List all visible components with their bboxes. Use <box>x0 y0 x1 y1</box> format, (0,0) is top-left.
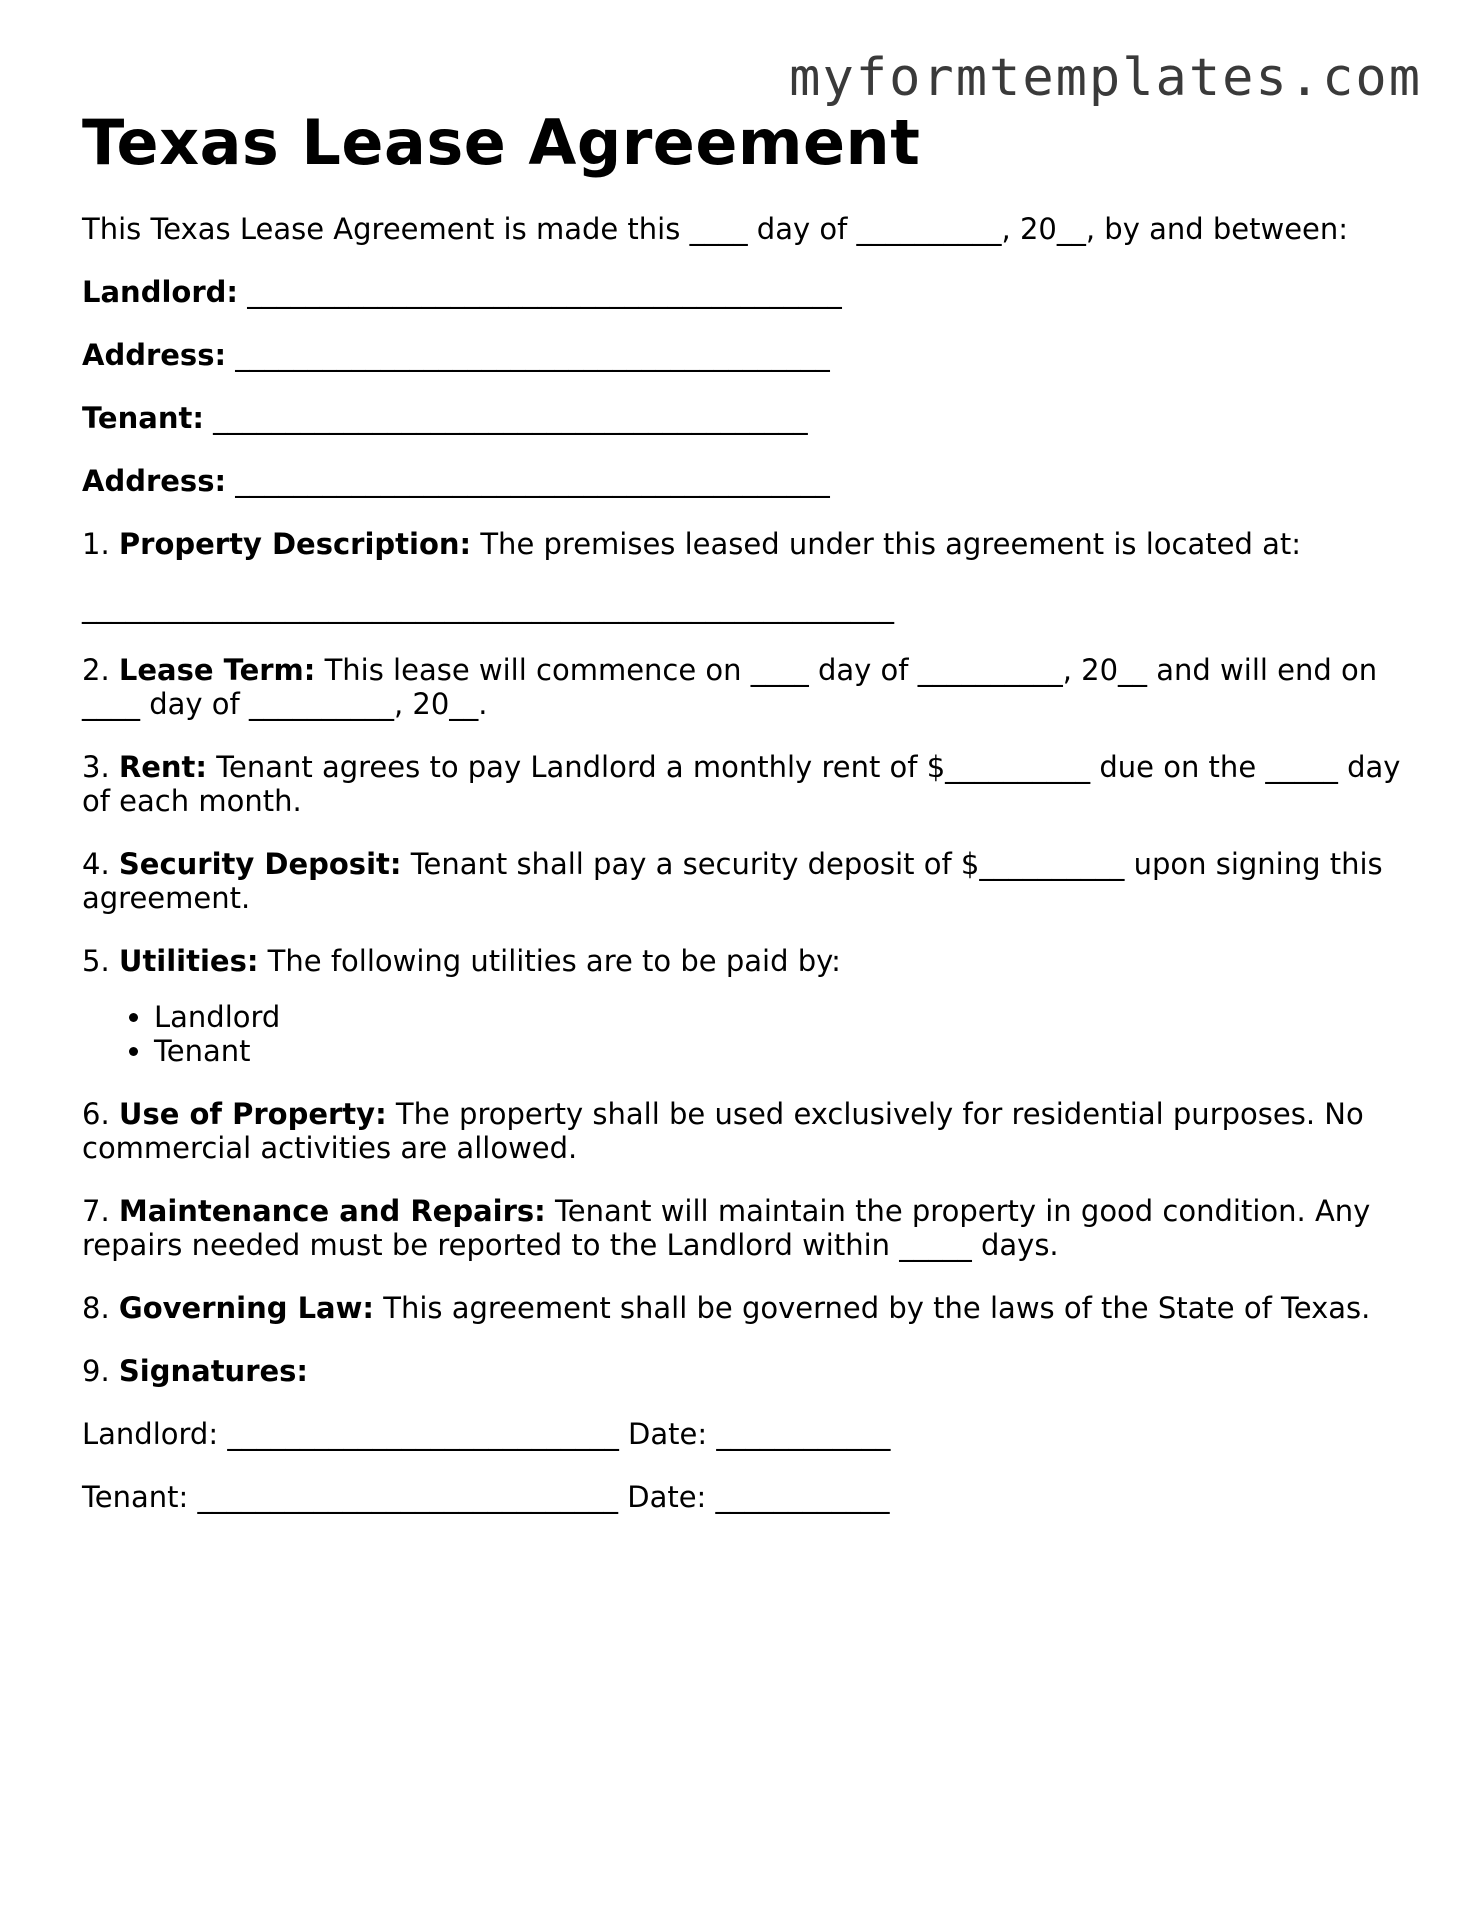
page-title: Texas Lease Agreement <box>82 106 921 179</box>
section-number: 4. <box>82 847 119 881</box>
property-address-blank[interactable]: ________________________________________________________ <box>82 590 894 624</box>
landlord-address-line <box>82 338 1412 372</box>
section-text: The premises leased under this agreement is located at: <box>471 527 1302 561</box>
utilities-list <box>82 1000 1412 1068</box>
address-label: Address: <box>82 338 227 372</box>
address-label: Address: <box>82 464 227 498</box>
section-number: 5. <box>82 944 119 978</box>
section-lease-term <box>82 653 1412 721</box>
section-heading: Security Deposit: <box>118 847 402 881</box>
section-heading: Maintenance and Repairs: <box>118 1194 546 1228</box>
section-heading: Utilities: <box>118 944 259 978</box>
section-text: Tenant will maintain the property in good condition. Any repairs needed must be reported to the Landlord within _____ days. <box>82 1194 1371 1262</box>
section-text: This agreement shall be governed by the laws of the State of Texas. <box>374 1291 1371 1325</box>
landlord-label: Landlord: <box>82 275 238 309</box>
section-rent <box>82 750 1412 818</box>
tenant-address-blank[interactable]: _________________________________________ <box>226 464 830 498</box>
section-security-deposit <box>82 847 1412 915</box>
section-number: 2. <box>82 653 119 687</box>
section-property-description <box>82 527 1412 561</box>
tenant-blank[interactable]: _________________________________________ <box>203 401 808 435</box>
section-text: Tenant shall pay a security deposit of $__________ upon signing this agreement. <box>82 847 1383 915</box>
landlord-line <box>82 275 1412 309</box>
section-text: The following utilities are to be paid by: <box>258 944 841 978</box>
section-heading: Lease Term: <box>118 653 316 687</box>
section-governing-law <box>82 1291 1412 1325</box>
section-number: 3. <box>82 750 119 784</box>
section-number: 8. <box>82 1291 119 1325</box>
section-text: This lease will commence on ____ day of __________, 20__ and will end on ____ day of __________, 20__. <box>82 653 1378 721</box>
section-number: 7. <box>82 1194 119 1228</box>
section-number: 6. <box>82 1097 119 1131</box>
landlord-address-blank[interactable]: _________________________________________ <box>226 338 830 372</box>
landlord-signature-line[interactable]: Landlord: ___________________________ Date: ____________ <box>82 1417 891 1451</box>
section-text: Tenant agrees to pay Landlord a monthly rent of $__________ due on the _____ day of each month. <box>82 750 1401 818</box>
document-body <box>82 212 1412 1543</box>
landlord-blank[interactable]: _________________________________________ <box>237 275 842 309</box>
intro-paragraph: This Texas Lease Agreement is made this ____ day of __________, 20__, by and between: <box>82 212 1349 246</box>
section-heading: Property Description: <box>118 527 472 561</box>
section-heading: Signatures: <box>118 1354 309 1388</box>
section-signatures <box>82 1354 1412 1388</box>
section-use-of-property <box>82 1097 1412 1165</box>
list-item: • Tenant <box>154 1034 1412 1068</box>
section-utilities <box>82 944 1412 978</box>
section-heading: Rent: <box>118 750 207 784</box>
tenant-line <box>82 401 1412 435</box>
section-text: The property shall be used exclusively for residential purposes. No commercial activities are allowed. <box>82 1097 1364 1165</box>
tenant-signature-line[interactable]: Tenant: _____________________________ Date: ____________ <box>82 1480 890 1514</box>
tenant-label: Tenant: <box>82 401 204 435</box>
watermark: myformtemplates.com <box>789 48 1422 108</box>
list-item: • Landlord <box>154 1000 1412 1034</box>
section-heading: Governing Law: <box>118 1291 375 1325</box>
section-number: 9. <box>82 1354 119 1388</box>
section-maintenance <box>82 1194 1412 1262</box>
section-number: 1. <box>82 527 119 561</box>
section-heading: Use of Property: <box>118 1097 387 1131</box>
tenant-address-line <box>82 464 1412 498</box>
